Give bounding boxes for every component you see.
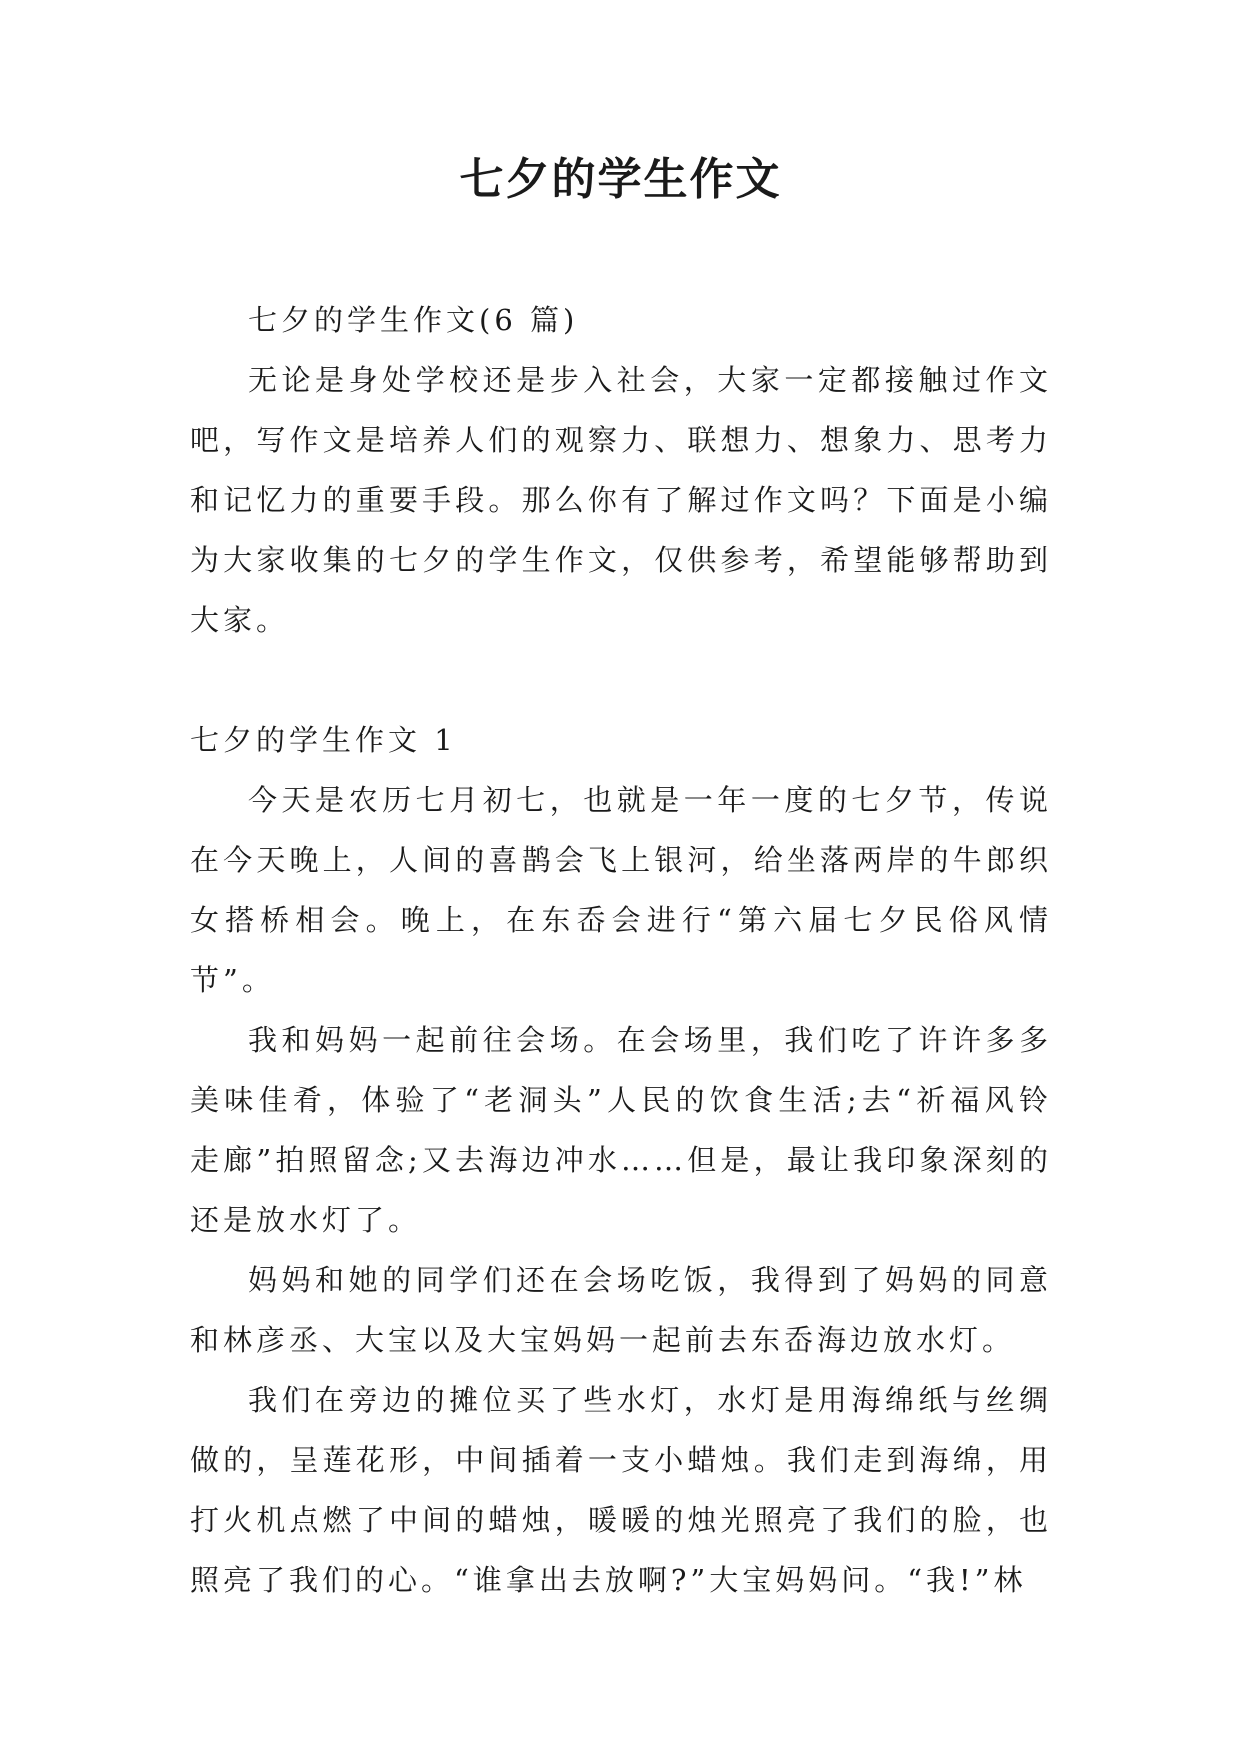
document-title: 七夕的学生作文 — [459, 154, 782, 205]
body-paragraph: 我和妈妈一起前往会场。在会场里，我们吃了许许多多美味佳肴，体验了“老洞头”人民的饮食生活;去“祈福风铃走廊”拍照留念;又去海边冲水……但是，最让我印象深刻的还是放水灯了。 — [190, 1023, 1052, 1237]
body-paragraph: 我们在旁边的摊位买了些水灯，水灯是用海绵纸与丝绸做的，呈莲花形，中间插着一支小蜡烛。我们走到海绵，用打火机点燃了中间的蜡烛，暖暖的烛光照亮了我们的脸，也照亮了我们的心。“谁拿出去放啊?”大宝妈妈问。“我!”林 — [190, 1383, 1052, 1597]
body-paragraph: 妈妈和她的同学们还在会场吃饭，我得到了妈妈的同意和林彦丞、大宝以及大宝妈妈一起前去东岙海边放水灯。 — [190, 1263, 1052, 1357]
paragraph-gap — [190, 650, 1052, 710]
document-subtitle: 七夕的学生作文(6 篇) — [248, 303, 579, 337]
intro-paragraph: 无论是身处学校还是步入社会，大家一定都接触过作文吧，写作文是培养人们的观察力、联想力、想象力、思考力和记忆力的重要手段。那么你有了解过作文吗？下面是小编为大家收集的七夕的学生作文，仅供参考，希望能够帮助到大家。 — [190, 363, 1052, 637]
document-body — [190, 290, 1052, 1610]
section-heading: 七夕的学生作文 1 — [190, 723, 457, 757]
body-paragraph: 今天是农历七月初七，也就是一年一度的七夕节，传说在今天晚上，人间的喜鹊会飞上银河，给坐落两岸的牛郎织女搭桥相会。晚上，在东岙会进行“第六届七夕民俗风情节”。 — [190, 783, 1052, 997]
